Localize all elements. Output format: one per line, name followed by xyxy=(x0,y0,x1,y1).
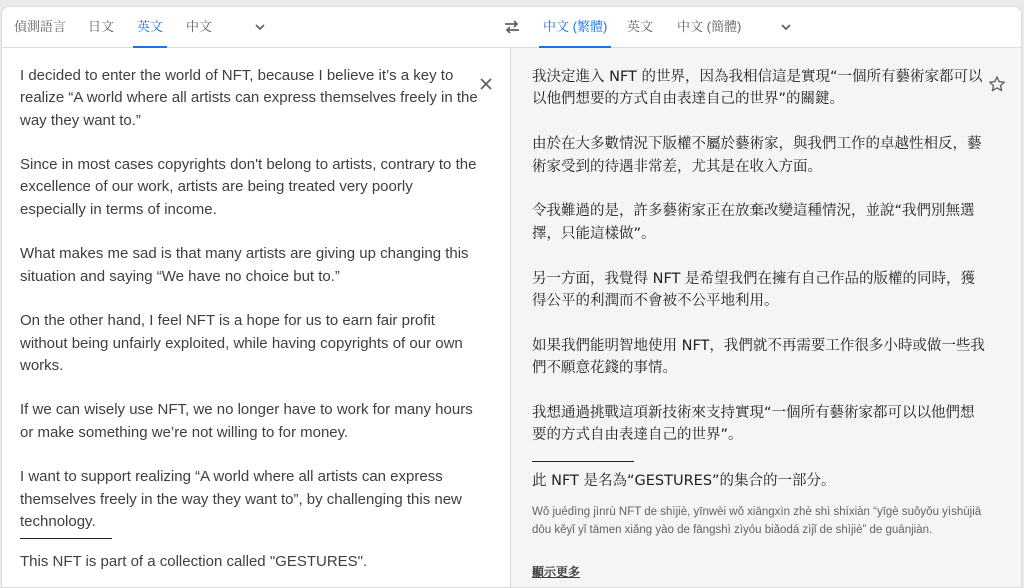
close-icon[interactable] xyxy=(474,72,498,96)
source-paragraph: Since in most cases copyrights don't belong to artists, contrary to the excellence of our work, artists are being treated very poorly especially in terms of income. xyxy=(20,156,477,218)
target-paragraph: 另一方面，我覺得 NFT 是希望我們在擁有自己作品的版權的同時，獲得公平的利潤而不會被不公平地利用。 xyxy=(532,270,976,310)
translation-output xyxy=(532,66,987,493)
target-paragraph: 我想通過挑戰這項新技術來支持實現“一個所有藝術家都可以以他們想要的方式自由表達自己的世界”。 xyxy=(532,405,975,444)
source-pane[interactable] xyxy=(2,48,511,588)
chevron-down-icon[interactable] xyxy=(250,17,270,37)
tab-target-chinese-traditional[interactable]: 中文 (繁體) xyxy=(543,7,607,47)
swap-arrows-icon[interactable] xyxy=(500,16,524,38)
tab-source-japanese[interactable]: 日文 xyxy=(88,19,115,34)
source-paragraph: On the other hand, I feel NFT is a hope for us to earn fair profit without being unfairly exploited, while having copyrights of our own works. xyxy=(20,312,463,374)
chevron-down-icon[interactable] xyxy=(776,17,796,37)
target-paragraph: 令我難過的是，許多藝術家正在放棄改變這種情況，並說“我們別無選擇，只能這樣做”。 xyxy=(532,203,975,242)
tab-source-chinese[interactable]: 中文 xyxy=(186,19,213,34)
source-paragraph: If we can wisely use NFT, we no longer have to work for many hours or make something we’re not willing to for money. xyxy=(20,401,473,441)
source-footer: This NFT is part of a collection called "GESTURES". xyxy=(20,553,368,571)
romanization-text: Wǒ juédìng jìnrù NFT de shìjiè, yīnwèi wǒ xiāngxìn zhè shì shíxiàn “yīgè suǒyǒu yìshùjiā dōu kěyǐ yǐ tāmen xiǎng yào de fāngshì zìyóu biǎodá zìjǐ de shìjiè” de guānjiàn. xyxy=(532,506,982,536)
translate-card xyxy=(1,6,1022,588)
target-paragraph: 由於在大多數情況下版權不屬於藝術家，與我們工作的卓越性相反，藝術家受到的待遇非常差，尤其是在收入方面。 xyxy=(532,136,982,175)
source-text-area[interactable] xyxy=(20,65,480,588)
language-bar xyxy=(2,7,1021,48)
tab-target-english[interactable]: 英文 xyxy=(627,19,654,34)
divider-line xyxy=(532,461,634,462)
tab-source-english[interactable]: 英文 xyxy=(137,7,163,47)
source-paragraph: I want to support realizing “A world where all artists can express themselves freely in the way they want to”, by challenging this new technology. xyxy=(20,468,462,530)
target-footer: 此 NFT 是名為“GESTURES”的集合的一部分。 xyxy=(532,473,836,490)
target-paragraph: 如果我們能明智地使用 NFT，我們就不再需要工作很多小時或做一些我們不願意花錢的事情。 xyxy=(532,337,985,377)
tab-detect-language[interactable]: 偵測語言 xyxy=(14,19,67,34)
target-paragraph: 我決定進入 NFT 的世界，因為我相信這是實現“一個所有藝術家都可以以他們想要的方式自由表達自己的世界”的關鍵。 xyxy=(532,69,983,108)
divider-line xyxy=(20,538,112,539)
source-paragraph: I decided to enter the world of NFT, because I believe it’s a key to realize “A world where all artists can express themselves freely in the way they want to.” xyxy=(20,67,478,129)
tab-target-chinese-simplified[interactable]: 中文 (簡體) xyxy=(677,19,742,34)
target-pane xyxy=(511,48,1022,588)
show-more-link[interactable]: 顯示更多 xyxy=(532,565,581,579)
star-outline-icon[interactable] xyxy=(985,72,1009,96)
source-paragraph: What makes me sad is that many artists are giving up changing this situation and saying “We have no choice but to.” xyxy=(20,245,469,285)
